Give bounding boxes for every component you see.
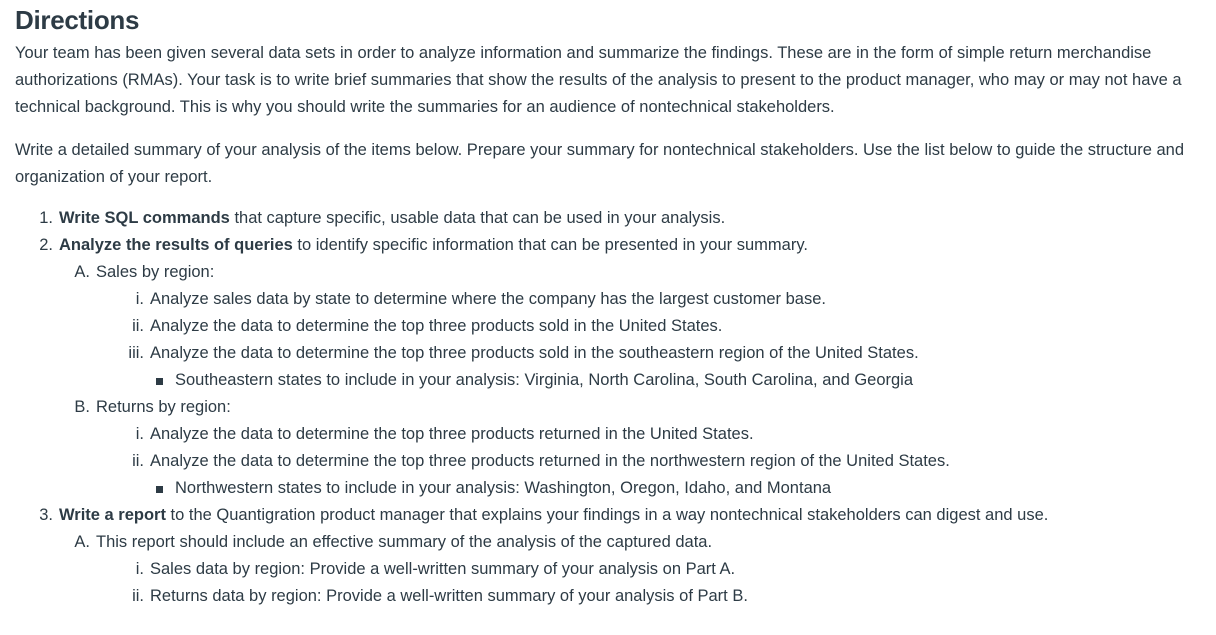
step-text: to the Quantigration product manager that explains your findings in a way nontechnical stakeholders can digest and use. [165, 506, 1049, 524]
item-text: Returns by region: [96, 398, 231, 416]
page-title: Directions [15, 5, 140, 35]
list-item [15, 475, 1202, 502]
step-title: Write SQL commands [59, 209, 230, 227]
step-text: that capture specific, usable data that can be used in your analysis. [229, 209, 726, 227]
list-item [15, 367, 1202, 394]
list-numeral: i. [135, 425, 144, 443]
list-letter: A. [74, 533, 90, 551]
item-text: Sales by region: [96, 263, 215, 281]
item-text: Analyze the data to determine the top three products returned in the United States. [150, 425, 754, 443]
list-number: 3. [39, 506, 53, 524]
list-item [15, 259, 1202, 286]
list-item [15, 421, 1202, 448]
item-text: Sales data by region: Provide a well-written summary of your analysis on Part A. [150, 560, 736, 578]
list-numeral: i. [135, 290, 144, 308]
list-item [15, 502, 1202, 529]
item-text: Returns data by region: Provide a well-written summary of your analysis of Part B. [150, 587, 748, 605]
list-numeral: iii. [128, 344, 144, 362]
list-item [15, 205, 1202, 232]
list-item [15, 556, 1202, 583]
list-item [15, 529, 1202, 556]
intro-paragraph: Your team has been given several data sets in order to analyze information and summarize the findings. These are in the form of simple return merchandise authorizations (RMAs). Your task is to write brief summaries that show the results of the analysis to present to the product manager, who may or may not have a technical background. This is why you should write the summaries for an audience of nontechnical stakeholders. [15, 44, 1182, 116]
list-item [15, 286, 1202, 313]
list-item [15, 583, 1202, 610]
item-text: Southeastern states to include in your analysis: Virginia, North Carolina, South Carolina, and Georgia [175, 371, 914, 389]
item-text: Analyze the data to determine the top three products sold in the southeastern region of the United States. [150, 344, 919, 362]
list-numeral: ii. [132, 452, 144, 470]
list-letter: A. [74, 263, 90, 281]
list-item [15, 232, 1202, 259]
list-letter: B. [74, 398, 90, 416]
item-text: Northwestern states to include in your analysis: Washington, Oregon, Idaho, and Montana [175, 479, 832, 497]
list-numeral: ii. [132, 317, 144, 335]
step-title: Write a report [59, 506, 166, 524]
list-numeral: i. [135, 560, 144, 578]
item-text: Analyze the data to determine the top three products returned in the northwestern region of the United States. [150, 452, 950, 470]
list-numeral: ii. [132, 587, 144, 605]
item-text: Analyze the data to determine the top three products sold in the United States. [150, 317, 723, 335]
instruction-paragraph: Write a detailed summary of your analysis of the items below. Prepare your summary for nontechnical stakeholders. Use the list below to guide the structure and organization of your report. [15, 141, 1185, 186]
list-item [15, 394, 1202, 421]
steps-list [15, 205, 1202, 610]
list-item [15, 340, 1202, 367]
item-text: Analyze sales data by state to determine where the company has the largest customer base. [150, 290, 826, 308]
step-title: Analyze the results of queries [59, 236, 293, 254]
list-number: 2. [39, 236, 53, 254]
square-bullet-icon [156, 378, 163, 385]
list-item [15, 313, 1202, 340]
item-text: This report should include an effective summary of the analysis of the captured data. [96, 533, 713, 551]
list-number: 1. [39, 209, 53, 227]
step-text: to identify specific information that can be presented in your summary. [292, 236, 808, 254]
square-bullet-icon [156, 486, 163, 493]
list-item [15, 448, 1202, 475]
